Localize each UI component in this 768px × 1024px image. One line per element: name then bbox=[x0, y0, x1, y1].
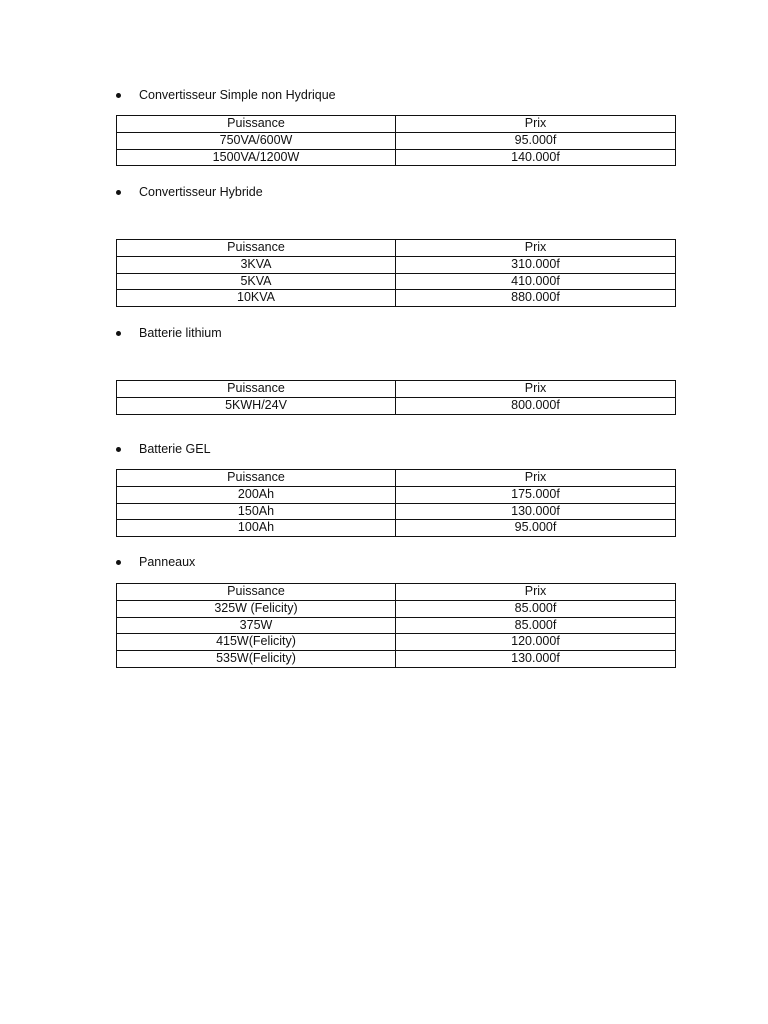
cell-prix: 800.000f bbox=[396, 397, 676, 414]
cell-puissance: 1500VA/1200W bbox=[117, 149, 396, 166]
cell-prix: 85.000f bbox=[396, 617, 676, 634]
section-heading: Batterie GEL bbox=[139, 442, 211, 456]
table-row bbox=[117, 132, 676, 149]
table-row bbox=[117, 617, 676, 634]
cell-puissance: 415W(Felicity) bbox=[117, 634, 396, 651]
column-header-prix: Prix bbox=[396, 240, 676, 257]
table-row bbox=[117, 290, 676, 307]
cell-prix: 410.000f bbox=[396, 273, 676, 290]
price-table bbox=[116, 239, 676, 307]
table-header-row bbox=[117, 584, 676, 601]
price-table bbox=[116, 380, 676, 415]
cell-puissance: 200Ah bbox=[117, 486, 396, 503]
bullet-icon bbox=[116, 93, 121, 98]
table-row bbox=[117, 256, 676, 273]
price-table bbox=[116, 583, 676, 668]
cell-prix: 175.000f bbox=[396, 486, 676, 503]
price-table bbox=[116, 469, 676, 537]
table-header-row bbox=[117, 470, 676, 487]
column-header-prix: Prix bbox=[396, 116, 676, 133]
cell-puissance: 535W(Felicity) bbox=[117, 651, 396, 668]
column-header-puissance: Puissance bbox=[117, 240, 396, 257]
cell-prix: 130.000f bbox=[396, 503, 676, 520]
cell-prix: 95.000f bbox=[396, 132, 676, 149]
bullet-icon bbox=[116, 331, 121, 336]
section-heading: Panneaux bbox=[139, 555, 196, 569]
cell-prix: 140.000f bbox=[396, 149, 676, 166]
cell-puissance: 100Ah bbox=[117, 520, 396, 537]
cell-puissance: 5KVA bbox=[117, 273, 396, 290]
cell-puissance: 5KWH/24V bbox=[117, 397, 396, 414]
column-header-puissance: Puissance bbox=[117, 584, 396, 601]
cell-puissance: 375W bbox=[117, 617, 396, 634]
table-row bbox=[117, 397, 676, 414]
cell-puissance: 10KVA bbox=[117, 290, 396, 307]
column-header-puissance: Puissance bbox=[117, 381, 396, 398]
bullet-icon bbox=[116, 190, 121, 195]
cell-prix: 880.000f bbox=[396, 290, 676, 307]
cell-prix: 95.000f bbox=[396, 520, 676, 537]
bullet-icon bbox=[116, 560, 121, 565]
cell-puissance: 150Ah bbox=[117, 503, 396, 520]
cell-puissance: 325W (Felicity) bbox=[117, 600, 396, 617]
table-row bbox=[117, 273, 676, 290]
column-header-prix: Prix bbox=[396, 584, 676, 601]
section-heading: Batterie lithium bbox=[139, 326, 222, 340]
table-header-row bbox=[117, 381, 676, 398]
table-row bbox=[117, 600, 676, 617]
cell-prix: 85.000f bbox=[396, 600, 676, 617]
cell-prix: 310.000f bbox=[396, 256, 676, 273]
table-header-row bbox=[117, 116, 676, 133]
cell-prix: 130.000f bbox=[396, 651, 676, 668]
table-row bbox=[117, 651, 676, 668]
column-header-prix: Prix bbox=[396, 470, 676, 487]
cell-puissance: 750VA/600W bbox=[117, 132, 396, 149]
bullet-icon bbox=[116, 447, 121, 452]
section-heading: Convertisseur Hybride bbox=[139, 185, 263, 199]
cell-prix: 120.000f bbox=[396, 634, 676, 651]
price-table bbox=[116, 115, 676, 166]
table-row bbox=[117, 486, 676, 503]
table-row bbox=[117, 149, 676, 166]
table-row bbox=[117, 520, 676, 537]
column-header-puissance: Puissance bbox=[117, 116, 396, 133]
table-row bbox=[117, 503, 676, 520]
column-header-puissance: Puissance bbox=[117, 470, 396, 487]
table-row bbox=[117, 634, 676, 651]
column-header-prix: Prix bbox=[396, 381, 676, 398]
table-header-row bbox=[117, 240, 676, 257]
section-heading: Convertisseur Simple non Hydrique bbox=[139, 88, 336, 102]
cell-puissance: 3KVA bbox=[117, 256, 396, 273]
